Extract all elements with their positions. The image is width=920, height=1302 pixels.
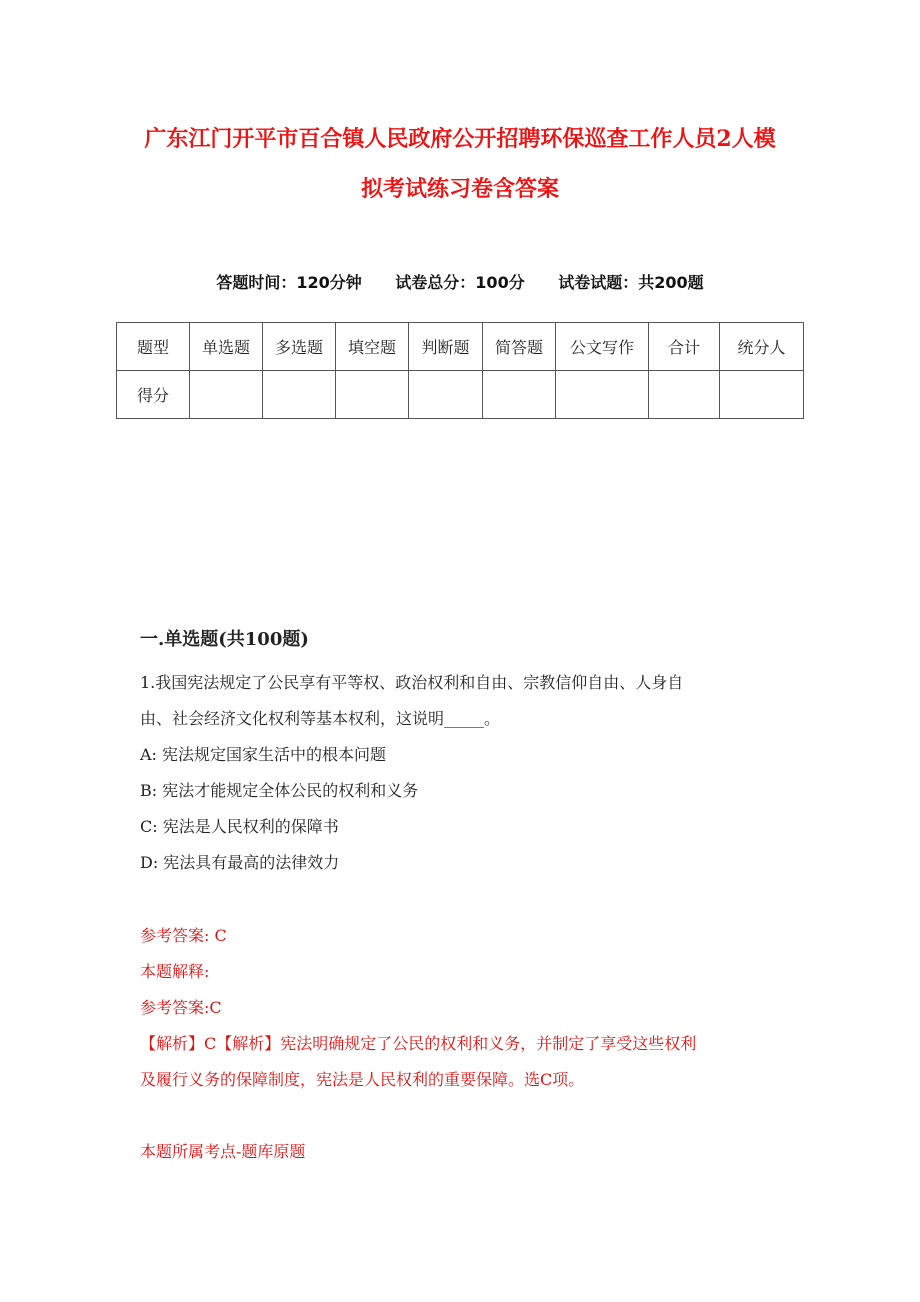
- header-cell: 题型: [117, 323, 190, 371]
- score-table-score-row: [117, 371, 804, 419]
- header-cell: 简答题: [483, 323, 556, 371]
- score-cell: [556, 371, 649, 419]
- score-cell: [649, 371, 720, 419]
- reference-answer: 参考答案: C: [140, 926, 227, 945]
- score-table: [116, 322, 804, 419]
- header-cell: 多选题: [263, 323, 336, 371]
- document-title-line2: 拟考试练习卷含答案: [360, 176, 559, 202]
- score-cell: [336, 371, 409, 419]
- score-table-header-row: [117, 323, 804, 371]
- analysis: 及履行义务的保障制度，宪法是人民权利的重要保障。选C项。: [140, 1070, 585, 1089]
- document-title-line1: 广东江门开平市百合镇人民政府公开招聘环保巡查工作人员2人模: [144, 126, 776, 152]
- row-label: 得分: [117, 371, 190, 419]
- header-cell: 统分人: [720, 323, 804, 371]
- option-b: B: 宪法才能规定全体公民的权利和义务: [140, 781, 419, 800]
- header-cell: 单选题: [190, 323, 263, 371]
- header-cell: 合计: [649, 323, 720, 371]
- analysis: 【解析】C【解析】宪法明确规定了公民的权利和义务，并制定了享受这些权利: [140, 1034, 697, 1053]
- exam-total-score: 试卷总分：100分: [395, 273, 525, 292]
- question-source: 本题所属考点-题库原题: [140, 1142, 306, 1161]
- score-cell: [409, 371, 483, 419]
- score-cell: [720, 371, 804, 419]
- option-a: A: 宪法规定国家生活中的根本问题: [140, 745, 387, 764]
- section-heading: 一.单选题(共100题): [140, 629, 309, 650]
- explanation-label: 本题解释:: [140, 962, 210, 981]
- header-cell: 判断题: [409, 323, 483, 371]
- exam-question-count: 试卷试题：共200题: [558, 273, 704, 292]
- header-cell: 公文写作: [556, 323, 649, 371]
- option-d: D: 宪法具有最高的法律效力: [140, 853, 340, 872]
- exam-meta: [0, 270, 920, 293]
- reference-answer-2: 参考答案:C: [140, 998, 222, 1017]
- exam-time: 答题时间：120分钟: [216, 273, 362, 292]
- question-stem: 由、社会经济文化权利等基本权利，这说明_____。: [140, 709, 501, 728]
- score-cell: [263, 371, 336, 419]
- question-stem: 1.我国宪法规定了公民享有平等权、政治权利和自由、宗教信仰自由、人身自: [140, 673, 684, 692]
- score-cell: [483, 371, 556, 419]
- option-c: C: 宪法是人民权利的保障书: [140, 817, 339, 836]
- header-cell: 填空题: [336, 323, 409, 371]
- score-cell: [190, 371, 263, 419]
